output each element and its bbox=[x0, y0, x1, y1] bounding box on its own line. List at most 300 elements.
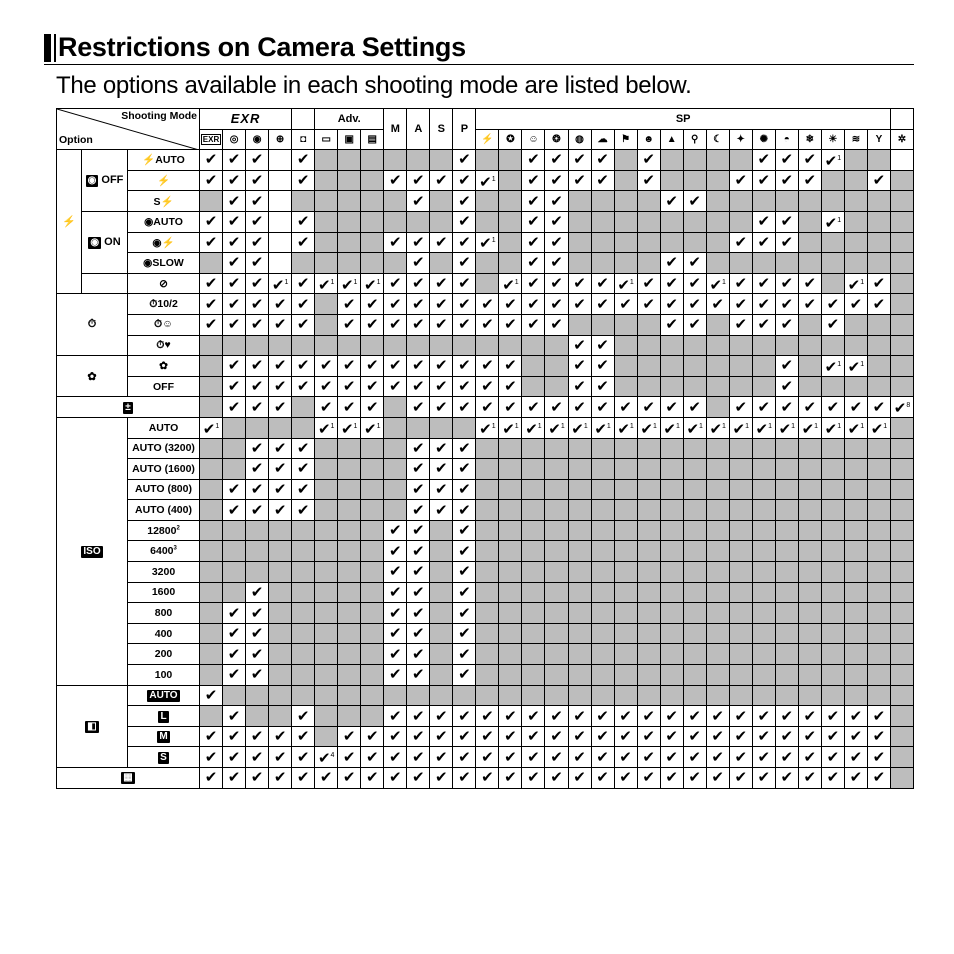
unavailable-cell bbox=[867, 603, 890, 624]
check-mark: ✔ bbox=[292, 376, 315, 397]
check-mark: ✔ bbox=[844, 397, 867, 418]
table-row bbox=[57, 603, 914, 624]
unavailable-cell bbox=[660, 335, 683, 356]
check-mark: ✔ bbox=[384, 623, 407, 644]
option-label: 100 bbox=[128, 665, 200, 686]
check-mark: ✔ bbox=[568, 294, 591, 315]
unavailable-cell bbox=[499, 520, 522, 541]
unavailable-cell bbox=[637, 665, 660, 686]
unavailable-cell bbox=[545, 356, 568, 377]
check-mark: ✔ bbox=[568, 397, 591, 418]
unavailable-cell bbox=[706, 397, 729, 418]
unavailable-cell bbox=[591, 582, 614, 603]
unavailable-cell bbox=[315, 520, 338, 541]
check-mark: ✔ bbox=[591, 273, 614, 294]
check-mark: ✔ bbox=[453, 376, 476, 397]
check-mark: ✔ bbox=[453, 191, 476, 212]
unavailable-cell bbox=[729, 582, 752, 603]
check-mark: ✔ bbox=[522, 747, 545, 768]
check-mark: ✔ bbox=[246, 356, 269, 377]
check-mark: ✔ bbox=[522, 211, 545, 232]
unavailable-cell bbox=[660, 170, 683, 191]
unavailable-cell bbox=[798, 500, 821, 521]
unavailable-cell bbox=[752, 479, 775, 500]
check-mark: ✔$^1$ bbox=[867, 417, 890, 438]
unavailable-cell bbox=[775, 582, 798, 603]
check-mark: ✔$^1$ bbox=[476, 417, 499, 438]
unavailable-cell bbox=[430, 665, 453, 686]
table-row bbox=[57, 314, 914, 335]
table-row bbox=[57, 665, 914, 686]
check-mark: ✔ bbox=[269, 376, 292, 397]
check-mark: ✔ bbox=[361, 376, 384, 397]
unavailable-cell bbox=[384, 438, 407, 459]
check-mark: ✔$^1$ bbox=[315, 273, 338, 294]
check-mark: ✔ bbox=[407, 356, 430, 377]
check-mark: ✔ bbox=[729, 726, 752, 747]
unavailable-cell bbox=[591, 211, 614, 232]
check-mark: ✔ bbox=[821, 706, 844, 727]
unavailable-cell bbox=[821, 273, 844, 294]
unavailable-cell bbox=[798, 438, 821, 459]
check-mark: ✔ bbox=[476, 706, 499, 727]
check-mark: ✔ bbox=[545, 726, 568, 747]
check-mark: ✔ bbox=[706, 294, 729, 315]
unavailable-cell bbox=[890, 417, 913, 438]
unavailable-cell bbox=[660, 438, 683, 459]
unavailable-cell bbox=[246, 335, 269, 356]
unavailable-cell bbox=[361, 582, 384, 603]
unavailable-cell bbox=[752, 541, 775, 562]
unavailable-cell bbox=[545, 459, 568, 480]
check-mark: ✔ bbox=[545, 397, 568, 418]
check-mark: ✔ bbox=[775, 170, 798, 191]
check-mark: ✔ bbox=[246, 273, 269, 294]
check-mark: ✔$^1$ bbox=[660, 417, 683, 438]
unavailable-cell bbox=[798, 603, 821, 624]
unavailable-cell bbox=[867, 335, 890, 356]
unavailable-cell bbox=[821, 459, 844, 480]
check-mark: ✔ bbox=[384, 644, 407, 665]
group-p: P bbox=[453, 109, 476, 150]
table-corner bbox=[57, 109, 200, 150]
check-mark: ✔ bbox=[683, 747, 706, 768]
check-mark: ✔ bbox=[729, 706, 752, 727]
unavailable-cell bbox=[660, 459, 683, 480]
unavailable-cell bbox=[338, 623, 361, 644]
table-row bbox=[57, 438, 914, 459]
option-label: 200 bbox=[128, 644, 200, 665]
check-mark: ✔ bbox=[637, 768, 660, 789]
unavailable-cell bbox=[223, 562, 246, 583]
unavailable-cell bbox=[223, 541, 246, 562]
unavailable-cell bbox=[729, 150, 752, 171]
check-mark: ✔ bbox=[844, 747, 867, 768]
unavailable-cell bbox=[315, 562, 338, 583]
unavailable-cell bbox=[867, 685, 890, 706]
unavailable-cell bbox=[545, 541, 568, 562]
check-mark: ✔$^1$ bbox=[338, 417, 361, 438]
check-mark: ✔ bbox=[223, 314, 246, 335]
empty-cell bbox=[269, 170, 292, 191]
check-mark: ✔ bbox=[430, 232, 453, 253]
check-mark: ✔ bbox=[292, 438, 315, 459]
unavailable-cell bbox=[775, 562, 798, 583]
unavailable-cell bbox=[890, 273, 913, 294]
unavailable-cell bbox=[821, 191, 844, 212]
check-mark: ✔ bbox=[522, 397, 545, 418]
check-mark: ✔ bbox=[752, 747, 775, 768]
unavailable-cell bbox=[223, 459, 246, 480]
check-mark: ✔ bbox=[568, 170, 591, 191]
table-row bbox=[57, 644, 914, 665]
check-mark: ✔ bbox=[752, 726, 775, 747]
unavailable-cell bbox=[890, 706, 913, 727]
unavailable-cell bbox=[890, 253, 913, 274]
check-mark: ✔ bbox=[292, 170, 315, 191]
check-mark: ✔ bbox=[614, 706, 637, 727]
check-mark: ✔ bbox=[246, 314, 269, 335]
unavailable-cell bbox=[522, 335, 545, 356]
unavailable-cell bbox=[683, 500, 706, 521]
check-mark: ✔ bbox=[361, 747, 384, 768]
check-mark: ✔ bbox=[660, 768, 683, 789]
check-mark: ✔ bbox=[292, 294, 315, 315]
unavailable-cell bbox=[867, 356, 890, 377]
unavailable-cell bbox=[867, 459, 890, 480]
unavailable-cell bbox=[660, 232, 683, 253]
check-mark: ✔ bbox=[798, 747, 821, 768]
unavailable-cell bbox=[775, 665, 798, 686]
unavailable-cell bbox=[844, 376, 867, 397]
unavailable-cell bbox=[706, 623, 729, 644]
unavailable-cell bbox=[752, 356, 775, 377]
unavailable-cell bbox=[890, 541, 913, 562]
check-mark: ✔ bbox=[683, 726, 706, 747]
check-mark: ✔ bbox=[683, 706, 706, 727]
page-subtitle: The options available in each shooting mode are listed below. bbox=[56, 72, 692, 99]
check-mark: ✔ bbox=[407, 726, 430, 747]
check-mark: ✔ bbox=[407, 253, 430, 274]
check-mark: ✔ bbox=[637, 726, 660, 747]
unavailable-cell bbox=[614, 459, 637, 480]
unavailable-cell bbox=[844, 459, 867, 480]
unavailable-cell bbox=[798, 665, 821, 686]
check-mark: ✔ bbox=[430, 314, 453, 335]
check-mark: ✔ bbox=[614, 747, 637, 768]
unavailable-cell bbox=[568, 314, 591, 335]
check-mark: ✔ bbox=[223, 768, 246, 789]
sp-snow-icon: ❄ bbox=[798, 129, 821, 150]
unavailable-cell bbox=[200, 335, 223, 356]
unavailable-cell bbox=[430, 335, 453, 356]
check-mark: ✔ bbox=[384, 582, 407, 603]
check-mark: ✔ bbox=[752, 273, 775, 294]
unavailable-cell bbox=[683, 562, 706, 583]
check-mark: ✔ bbox=[430, 294, 453, 315]
check-mark: ✔ bbox=[384, 314, 407, 335]
unavailable-cell bbox=[844, 191, 867, 212]
unavailable-cell bbox=[683, 170, 706, 191]
shooting-mode-label: Shooting Mode bbox=[121, 110, 198, 122]
image-quality-icon: ▦ bbox=[57, 768, 200, 789]
check-mark: ✔ bbox=[269, 768, 292, 789]
unavailable-cell bbox=[338, 253, 361, 274]
check-mark: ✔ bbox=[315, 356, 338, 377]
check-mark: ✔ bbox=[223, 211, 246, 232]
check-mark: ✔ bbox=[384, 706, 407, 727]
unavailable-cell bbox=[637, 644, 660, 665]
unavailable-cell bbox=[315, 500, 338, 521]
check-mark: ✔ bbox=[683, 314, 706, 335]
unavailable-cell bbox=[637, 356, 660, 377]
check-mark: ✔ bbox=[384, 170, 407, 191]
unavailable-cell bbox=[246, 520, 269, 541]
unavailable-cell bbox=[476, 582, 499, 603]
unavailable-cell bbox=[637, 685, 660, 706]
check-mark: ✔ bbox=[292, 706, 315, 727]
check-mark: ✔ bbox=[752, 232, 775, 253]
check-mark: ✔ bbox=[522, 170, 545, 191]
unavailable-cell bbox=[223, 417, 246, 438]
unavailable-cell bbox=[407, 417, 430, 438]
unavailable-cell bbox=[269, 520, 292, 541]
check-mark: ✔ bbox=[269, 314, 292, 335]
unavailable-cell bbox=[430, 603, 453, 624]
unavailable-cell bbox=[269, 706, 292, 727]
unavailable-cell bbox=[890, 562, 913, 583]
unavailable-cell bbox=[821, 253, 844, 274]
check-mark: ✔ bbox=[522, 232, 545, 253]
table-row bbox=[57, 768, 914, 789]
unavailable-cell bbox=[890, 479, 913, 500]
unavailable-cell bbox=[384, 211, 407, 232]
check-mark: ✔ bbox=[591, 356, 614, 377]
sp-night-icon: ☾ bbox=[706, 129, 729, 150]
unavailable-cell bbox=[476, 273, 499, 294]
check-mark: ✔ bbox=[453, 541, 476, 562]
unavailable-cell bbox=[683, 665, 706, 686]
unavailable-cell bbox=[338, 150, 361, 171]
unavailable-cell bbox=[453, 685, 476, 706]
check-mark: ✔ bbox=[637, 294, 660, 315]
check-mark: ✔ bbox=[407, 562, 430, 583]
sp-landscape-icon: ◍ bbox=[568, 129, 591, 150]
unavailable-cell bbox=[752, 665, 775, 686]
unavailable-cell bbox=[269, 644, 292, 665]
check-mark: ✔ bbox=[476, 747, 499, 768]
option-label: 3200 bbox=[128, 562, 200, 583]
check-mark: ✔ bbox=[867, 768, 890, 789]
unavailable-cell bbox=[775, 520, 798, 541]
check-mark: ✔ bbox=[338, 356, 361, 377]
check-mark: ✔ bbox=[407, 438, 430, 459]
check-mark: ✔ bbox=[269, 500, 292, 521]
unavailable-cell bbox=[867, 232, 890, 253]
exr-resolution-icon: ◎ bbox=[223, 129, 246, 150]
check-mark: ✔ bbox=[338, 747, 361, 768]
unavailable-cell bbox=[200, 253, 223, 274]
check-mark: ✔ bbox=[407, 376, 430, 397]
check-mark: ✔ bbox=[545, 768, 568, 789]
check-mark: ✔$^1$ bbox=[729, 417, 752, 438]
check-mark: ✔ bbox=[614, 726, 637, 747]
unavailable-cell bbox=[315, 294, 338, 315]
unavailable-cell bbox=[844, 335, 867, 356]
unavailable-cell bbox=[522, 376, 545, 397]
unavailable-cell bbox=[384, 479, 407, 500]
unavailable-cell bbox=[315, 623, 338, 644]
unavailable-cell bbox=[568, 500, 591, 521]
check-mark: ✔ bbox=[522, 726, 545, 747]
check-mark: ✔ bbox=[338, 397, 361, 418]
unavailable-cell bbox=[614, 438, 637, 459]
unavailable-cell bbox=[890, 294, 913, 315]
unavailable-cell bbox=[798, 191, 821, 212]
check-mark: ✔ bbox=[775, 356, 798, 377]
check-mark: ✔ bbox=[292, 211, 315, 232]
sp-sunset-icon: ◓ bbox=[775, 129, 798, 150]
check-mark: ✔ bbox=[246, 747, 269, 768]
check-mark: ✔ bbox=[200, 685, 223, 706]
check-mark: ✔ bbox=[545, 232, 568, 253]
unavailable-cell bbox=[798, 211, 821, 232]
title-bar bbox=[44, 34, 914, 65]
unavailable-cell bbox=[890, 644, 913, 665]
unavailable-cell bbox=[752, 685, 775, 706]
unavailable-cell bbox=[890, 232, 913, 253]
check-mark: ✔ bbox=[407, 541, 430, 562]
unavailable-cell bbox=[522, 356, 545, 377]
unavailable-cell bbox=[798, 376, 821, 397]
unavailable-cell bbox=[292, 665, 315, 686]
unavailable-cell bbox=[499, 500, 522, 521]
check-mark: ✔ bbox=[706, 768, 729, 789]
check-mark: ✔ bbox=[453, 768, 476, 789]
unavailable-cell bbox=[890, 356, 913, 377]
unavailable-cell bbox=[476, 438, 499, 459]
unavailable-cell bbox=[706, 520, 729, 541]
check-mark: ✔$^1$ bbox=[476, 232, 499, 253]
check-mark: ✔ bbox=[269, 726, 292, 747]
unavailable-cell bbox=[315, 335, 338, 356]
unavailable-cell bbox=[292, 685, 315, 706]
unavailable-cell bbox=[660, 376, 683, 397]
check-mark: ✔ bbox=[430, 459, 453, 480]
unavailable-cell bbox=[798, 685, 821, 706]
unavailable-cell bbox=[568, 191, 591, 212]
unavailable-cell bbox=[821, 562, 844, 583]
unavailable-cell bbox=[683, 520, 706, 541]
unavailable-cell bbox=[683, 623, 706, 644]
check-mark: ✔ bbox=[384, 768, 407, 789]
check-mark: ✔ bbox=[522, 150, 545, 171]
check-mark: ✔ bbox=[683, 191, 706, 212]
unavailable-cell bbox=[315, 644, 338, 665]
unavailable-cell bbox=[522, 438, 545, 459]
unavailable-cell bbox=[614, 376, 637, 397]
unavailable-cell bbox=[844, 623, 867, 644]
unavailable-cell bbox=[775, 253, 798, 274]
check-mark: ✔ bbox=[568, 768, 591, 789]
unavailable-cell bbox=[499, 685, 522, 706]
check-mark: ✔ bbox=[867, 170, 890, 191]
unavailable-cell bbox=[729, 520, 752, 541]
check-mark: ✔ bbox=[453, 726, 476, 747]
check-mark: ✔ bbox=[798, 170, 821, 191]
unavailable-cell bbox=[637, 623, 660, 644]
unavailable-cell bbox=[729, 541, 752, 562]
unavailable-cell bbox=[867, 582, 890, 603]
check-mark: ✔ bbox=[660, 706, 683, 727]
unavailable-cell bbox=[384, 685, 407, 706]
group-auto bbox=[292, 109, 315, 130]
check-mark: ✔ bbox=[867, 726, 890, 747]
unavailable-cell bbox=[752, 500, 775, 521]
unavailable-cell bbox=[568, 665, 591, 686]
unavailable-cell bbox=[200, 541, 223, 562]
unavailable-cell bbox=[591, 500, 614, 521]
unavailable-cell bbox=[637, 520, 660, 541]
check-mark: ✔ bbox=[637, 397, 660, 418]
unavailable-cell bbox=[844, 479, 867, 500]
check-mark: ✔ bbox=[660, 191, 683, 212]
check-mark: ✔ bbox=[315, 376, 338, 397]
group-sp: SP bbox=[476, 109, 891, 130]
unavailable-cell bbox=[844, 170, 867, 191]
unavailable-cell bbox=[683, 150, 706, 171]
unavailable-cell bbox=[729, 623, 752, 644]
adv-panorama-icon: ▭ bbox=[315, 129, 338, 150]
unavailable-cell bbox=[591, 562, 614, 583]
unavailable-cell bbox=[660, 520, 683, 541]
unavailable-cell bbox=[614, 623, 637, 644]
option-label: ⊘ bbox=[128, 273, 200, 294]
group-label: ON bbox=[104, 235, 121, 248]
unavailable-cell bbox=[499, 603, 522, 624]
unavailable-cell bbox=[522, 520, 545, 541]
check-mark: ✔ bbox=[775, 747, 798, 768]
check-mark: ✔ bbox=[384, 603, 407, 624]
check-mark: ✔ bbox=[821, 294, 844, 315]
unavailable-cell bbox=[775, 459, 798, 480]
check-mark: ✔ bbox=[545, 191, 568, 212]
check-mark: ✔ bbox=[545, 211, 568, 232]
unavailable-cell bbox=[729, 685, 752, 706]
unavailable-cell bbox=[660, 685, 683, 706]
check-mark: ✔ bbox=[844, 726, 867, 747]
unavailable-cell bbox=[430, 417, 453, 438]
unavailable-cell bbox=[614, 191, 637, 212]
unavailable-cell bbox=[269, 562, 292, 583]
unavailable-cell bbox=[453, 417, 476, 438]
option-label: AUTO (3200) bbox=[128, 438, 200, 459]
unavailable-cell bbox=[706, 644, 729, 665]
sp-night-tripod-icon: ✦ bbox=[729, 129, 752, 150]
check-mark: ✔ bbox=[798, 273, 821, 294]
check-mark: ✔ bbox=[315, 397, 338, 418]
unavailable-cell bbox=[591, 314, 614, 335]
unavailable-cell bbox=[545, 582, 568, 603]
unavailable-cell bbox=[407, 150, 430, 171]
unavailable-cell bbox=[683, 644, 706, 665]
unavailable-cell bbox=[315, 232, 338, 253]
unavailable-cell bbox=[315, 150, 338, 171]
check-mark: ✔ bbox=[223, 623, 246, 644]
unavailable-cell bbox=[384, 459, 407, 480]
sp-dog-icon: ⚑ bbox=[614, 129, 637, 150]
check-mark: ✔ bbox=[407, 314, 430, 335]
